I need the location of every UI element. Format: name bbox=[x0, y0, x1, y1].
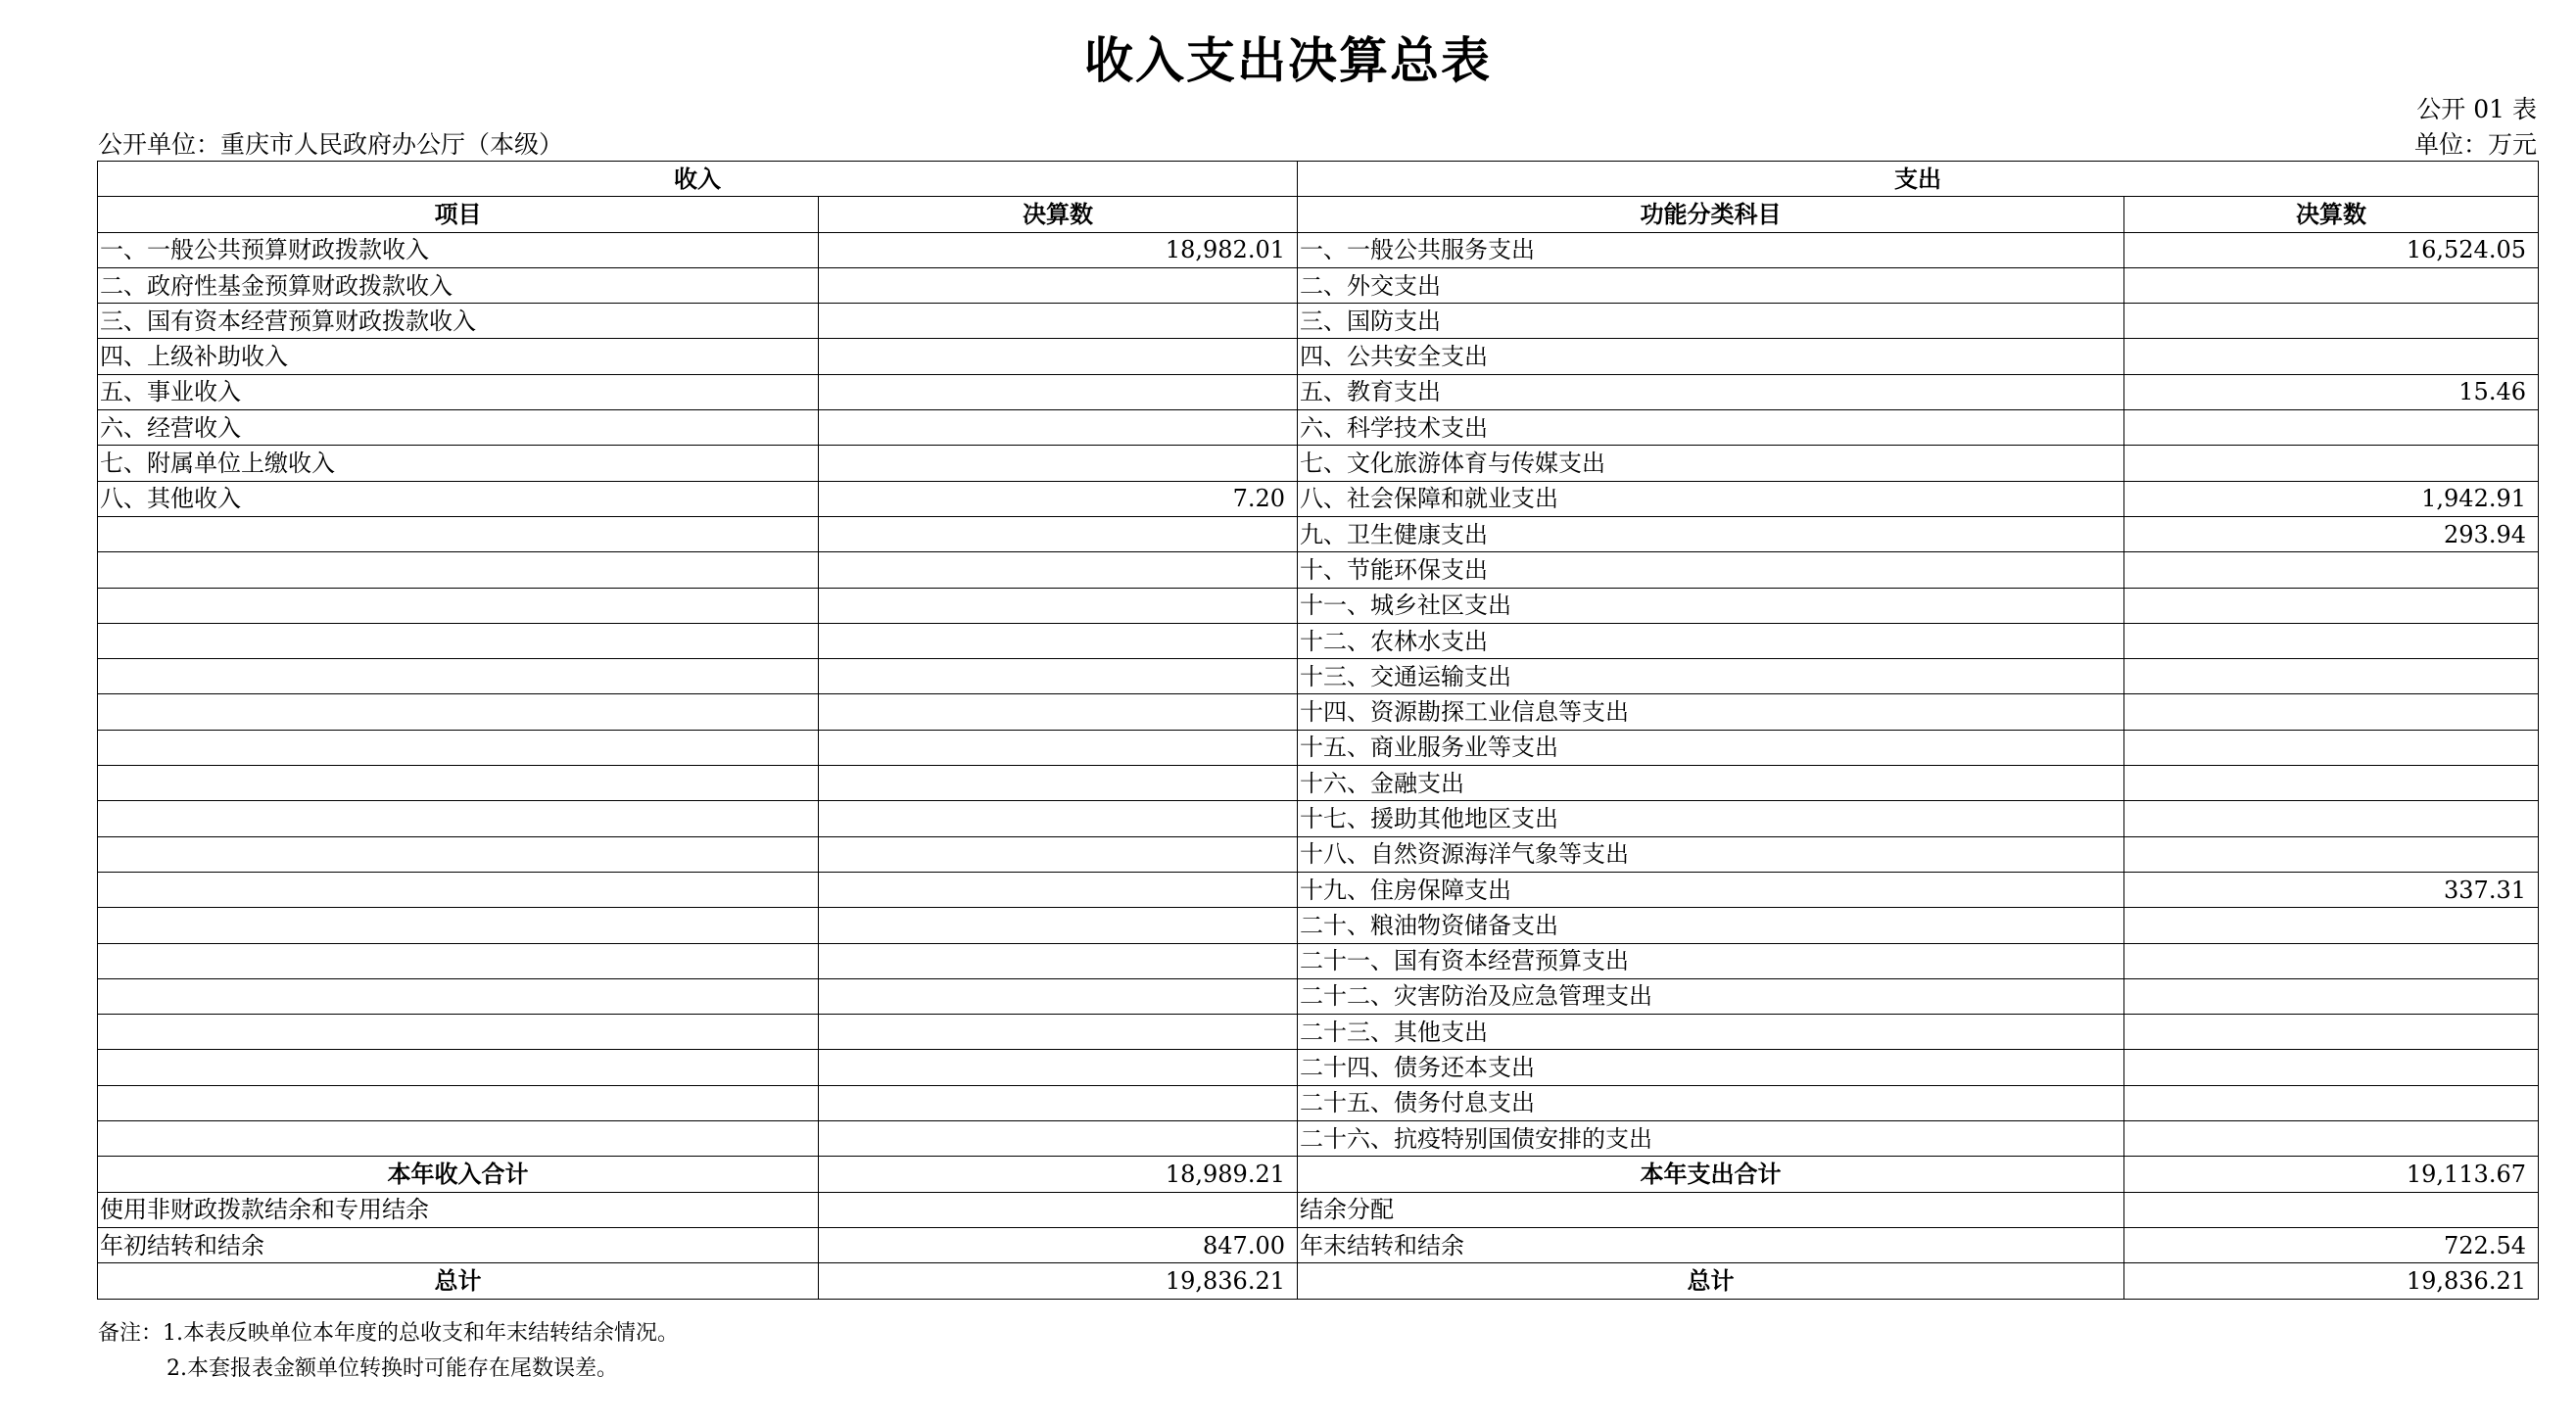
income-item bbox=[98, 978, 819, 1014]
expense-section-header: 支出 bbox=[1298, 162, 2539, 197]
income-item: 四、上级补助收入 bbox=[98, 339, 819, 374]
expense-item: 一、一般公共服务支出 bbox=[1298, 232, 2124, 267]
expense-total-amount: 19,836.21 bbox=[2124, 1263, 2539, 1299]
table-row bbox=[98, 943, 2539, 978]
income-item bbox=[98, 552, 819, 588]
table-row bbox=[98, 339, 2539, 374]
table-row bbox=[98, 1050, 2539, 1085]
expense-subtotal-amount: 19,113.67 bbox=[2124, 1157, 2539, 1192]
income-amount bbox=[819, 730, 1298, 765]
expense-item: 十、节能环保支出 bbox=[1298, 552, 2124, 588]
table-row bbox=[98, 1085, 2539, 1120]
income-subtotal-label: 本年收入合计 bbox=[98, 1157, 819, 1192]
expense-item: 二十二、灾害防治及应急管理支出 bbox=[1298, 978, 2124, 1014]
table-row bbox=[98, 516, 2539, 551]
income-item bbox=[98, 1015, 819, 1050]
expense-amount bbox=[2124, 1015, 2539, 1050]
income-amount bbox=[819, 943, 1298, 978]
table-row bbox=[98, 1227, 2539, 1262]
expense-amount bbox=[2124, 304, 2539, 339]
income-item: 二、政府性基金预算财政拨款收入 bbox=[98, 267, 819, 303]
expense-item: 三、国防支出 bbox=[1298, 304, 2124, 339]
expense-amount bbox=[2124, 552, 2539, 588]
footnote-2: 2.本套报表金额单位转换时可能存在尾数误差。 bbox=[167, 1356, 618, 1381]
income-item bbox=[98, 872, 819, 907]
expense-total-label: 总计 bbox=[1298, 1263, 2124, 1299]
income-item bbox=[98, 588, 819, 623]
total-row bbox=[98, 1263, 2539, 1299]
column-header-row bbox=[98, 197, 2539, 232]
expense-amount: 722.54 bbox=[2124, 1227, 2539, 1262]
expense-item: 二十三、其他支出 bbox=[1298, 1015, 2124, 1050]
expense-amount bbox=[2124, 978, 2539, 1014]
income-amount bbox=[819, 659, 1298, 694]
expense-amount bbox=[2124, 694, 2539, 730]
income-item bbox=[98, 943, 819, 978]
expense-item: 十三、交通运输支出 bbox=[1298, 659, 2124, 694]
income-amount bbox=[819, 1050, 1298, 1085]
income-amount bbox=[819, 766, 1298, 801]
income-amount bbox=[819, 836, 1298, 872]
subtotal-row bbox=[98, 1157, 2539, 1192]
income-item bbox=[98, 1085, 819, 1120]
income-amount bbox=[819, 339, 1298, 374]
income-amount bbox=[819, 374, 1298, 409]
table-row bbox=[98, 588, 2539, 623]
income-item bbox=[98, 659, 819, 694]
income-amount-header: 决算数 bbox=[819, 197, 1298, 232]
expense-item: 七、文化旅游体育与传媒支出 bbox=[1298, 446, 2124, 481]
expense-item: 二十六、抗疫特别国债安排的支出 bbox=[1298, 1121, 2124, 1157]
income-item bbox=[98, 623, 819, 658]
expense-item: 十二、农林水支出 bbox=[1298, 623, 2124, 658]
income-amount bbox=[819, 623, 1298, 658]
expense-amount bbox=[2124, 908, 2539, 943]
table-row bbox=[98, 1015, 2539, 1050]
income-section-header: 收入 bbox=[98, 162, 1298, 197]
table-row bbox=[98, 552, 2539, 588]
income-amount: 7.20 bbox=[819, 481, 1298, 516]
income-item bbox=[98, 694, 819, 730]
form-number: 公开 01 表 bbox=[2416, 95, 2537, 123]
income-item: 三、国有资本经营预算财政拨款收入 bbox=[98, 304, 819, 339]
expense-amount: 16,524.05 bbox=[2124, 232, 2539, 267]
expense-item: 二十五、债务付息支出 bbox=[1298, 1085, 2124, 1120]
income-item bbox=[98, 766, 819, 801]
table-row bbox=[98, 481, 2539, 516]
table-summary bbox=[98, 1157, 2539, 1299]
table-row bbox=[98, 1192, 2539, 1227]
section-header-row bbox=[98, 162, 2539, 197]
expense-item: 十八、自然资源海洋气象等支出 bbox=[1298, 836, 2124, 872]
table-row bbox=[98, 836, 2539, 872]
income-item: 七、附属单位上缴收入 bbox=[98, 446, 819, 481]
expense-item: 结余分配 bbox=[1298, 1192, 2124, 1227]
income-amount bbox=[819, 1121, 1298, 1157]
expense-amount bbox=[2124, 267, 2539, 303]
expense-amount: 337.31 bbox=[2124, 872, 2539, 907]
income-amount: 847.00 bbox=[819, 1227, 1298, 1262]
income-expense-table bbox=[97, 161, 2539, 1300]
expense-item: 九、卫生健康支出 bbox=[1298, 516, 2124, 551]
expense-amount bbox=[2124, 1121, 2539, 1157]
income-amount bbox=[819, 1015, 1298, 1050]
income-amount bbox=[819, 588, 1298, 623]
income-amount bbox=[819, 1085, 1298, 1120]
income-amount bbox=[819, 978, 1298, 1014]
page-title: 收入支出决算总表 bbox=[1084, 32, 1492, 89]
table-row bbox=[98, 766, 2539, 801]
expense-amount bbox=[2124, 339, 2539, 374]
table-row bbox=[98, 446, 2539, 481]
expense-amount: 1,942.91 bbox=[2124, 481, 2539, 516]
income-amount bbox=[819, 801, 1298, 836]
table-row bbox=[98, 304, 2539, 339]
table-row bbox=[98, 730, 2539, 765]
expense-amount: 15.46 bbox=[2124, 374, 2539, 409]
income-subtotal-amount: 18,989.21 bbox=[819, 1157, 1298, 1192]
table-row bbox=[98, 694, 2539, 730]
income-amount bbox=[819, 872, 1298, 907]
expense-subtotal-label: 本年支出合计 bbox=[1298, 1157, 2124, 1192]
income-amount bbox=[819, 267, 1298, 303]
table-row bbox=[98, 872, 2539, 907]
income-item-header: 项目 bbox=[98, 197, 819, 232]
table-row bbox=[98, 374, 2539, 409]
expense-item: 二十一、国有资本经营预算支出 bbox=[1298, 943, 2124, 978]
table-row bbox=[98, 801, 2539, 836]
expense-amount bbox=[2124, 446, 2539, 481]
expense-amount bbox=[2124, 730, 2539, 765]
income-item: 六、经营收入 bbox=[98, 410, 819, 446]
income-item: 一、一般公共预算财政拨款收入 bbox=[98, 232, 819, 267]
table-row bbox=[98, 410, 2539, 446]
expense-item: 十九、住房保障支出 bbox=[1298, 872, 2124, 907]
income-amount bbox=[819, 908, 1298, 943]
table-row bbox=[98, 1121, 2539, 1157]
income-item bbox=[98, 516, 819, 551]
expense-item: 十一、城乡社区支出 bbox=[1298, 588, 2124, 623]
expense-amount bbox=[2124, 659, 2539, 694]
footnotes bbox=[98, 1316, 679, 1387]
expense-item-header: 功能分类科目 bbox=[1298, 197, 2124, 232]
expense-amount bbox=[2124, 801, 2539, 836]
table-body bbox=[98, 232, 2539, 1157]
income-item bbox=[98, 908, 819, 943]
table-row bbox=[98, 623, 2539, 658]
income-item bbox=[98, 836, 819, 872]
expense-item: 二十四、债务还本支出 bbox=[1298, 1050, 2124, 1085]
income-item bbox=[98, 730, 819, 765]
income-item: 八、其他收入 bbox=[98, 481, 819, 516]
income-item: 年初结转和结余 bbox=[98, 1227, 819, 1262]
expense-item: 八、社会保障和就业支出 bbox=[1298, 481, 2124, 516]
income-item: 五、事业收入 bbox=[98, 374, 819, 409]
expense-item: 十七、援助其他地区支出 bbox=[1298, 801, 2124, 836]
income-amount: 18,982.01 bbox=[819, 232, 1298, 267]
expense-amount bbox=[2124, 943, 2539, 978]
expense-item: 六、科学技术支出 bbox=[1298, 410, 2124, 446]
expense-item: 四、公共安全支出 bbox=[1298, 339, 2124, 374]
expense-amount bbox=[2124, 836, 2539, 872]
income-amount bbox=[819, 304, 1298, 339]
expense-amount: 293.94 bbox=[2124, 516, 2539, 551]
income-total-amount: 19,836.21 bbox=[819, 1263, 1298, 1299]
income-amount bbox=[819, 552, 1298, 588]
expense-amount bbox=[2124, 1050, 2539, 1085]
expense-item: 二十、粮油物资储备支出 bbox=[1298, 908, 2124, 943]
expense-amount bbox=[2124, 588, 2539, 623]
expense-amount bbox=[2124, 410, 2539, 446]
expense-item: 十四、资源勘探工业信息等支出 bbox=[1298, 694, 2124, 730]
income-item bbox=[98, 801, 819, 836]
expense-amount-header: 决算数 bbox=[2124, 197, 2539, 232]
income-amount bbox=[819, 516, 1298, 551]
table-row bbox=[98, 659, 2539, 694]
income-amount bbox=[819, 694, 1298, 730]
expense-amount bbox=[2124, 623, 2539, 658]
table-row bbox=[98, 908, 2539, 943]
income-amount bbox=[819, 410, 1298, 446]
expense-amount bbox=[2124, 766, 2539, 801]
income-amount bbox=[819, 1192, 1298, 1227]
income-total-label: 总计 bbox=[98, 1263, 819, 1299]
money-unit: 单位：万元 bbox=[2413, 130, 2537, 159]
expense-item: 年末结转和结余 bbox=[1298, 1227, 2124, 1262]
income-amount bbox=[819, 446, 1298, 481]
expense-item: 十六、金融支出 bbox=[1298, 766, 2124, 801]
expense-item: 二、外交支出 bbox=[1298, 267, 2124, 303]
table-row bbox=[98, 232, 2539, 267]
income-item bbox=[98, 1050, 819, 1085]
expense-amount bbox=[2124, 1085, 2539, 1120]
table-row bbox=[98, 978, 2539, 1014]
income-item: 使用非财政拨款结余和专用结余 bbox=[98, 1192, 819, 1227]
footnote-1: 备注：1.本表反映单位本年度的总收支和年末结转结余情况。 bbox=[98, 1321, 679, 1346]
expense-amount bbox=[2124, 1192, 2539, 1227]
reporting-unit: 公开单位：重庆市人民政府办公厅（本级） bbox=[98, 130, 564, 159]
income-item bbox=[98, 1121, 819, 1157]
expense-item: 五、教育支出 bbox=[1298, 374, 2124, 409]
table-row bbox=[98, 267, 2539, 303]
expense-item: 十五、商业服务业等支出 bbox=[1298, 730, 2124, 765]
